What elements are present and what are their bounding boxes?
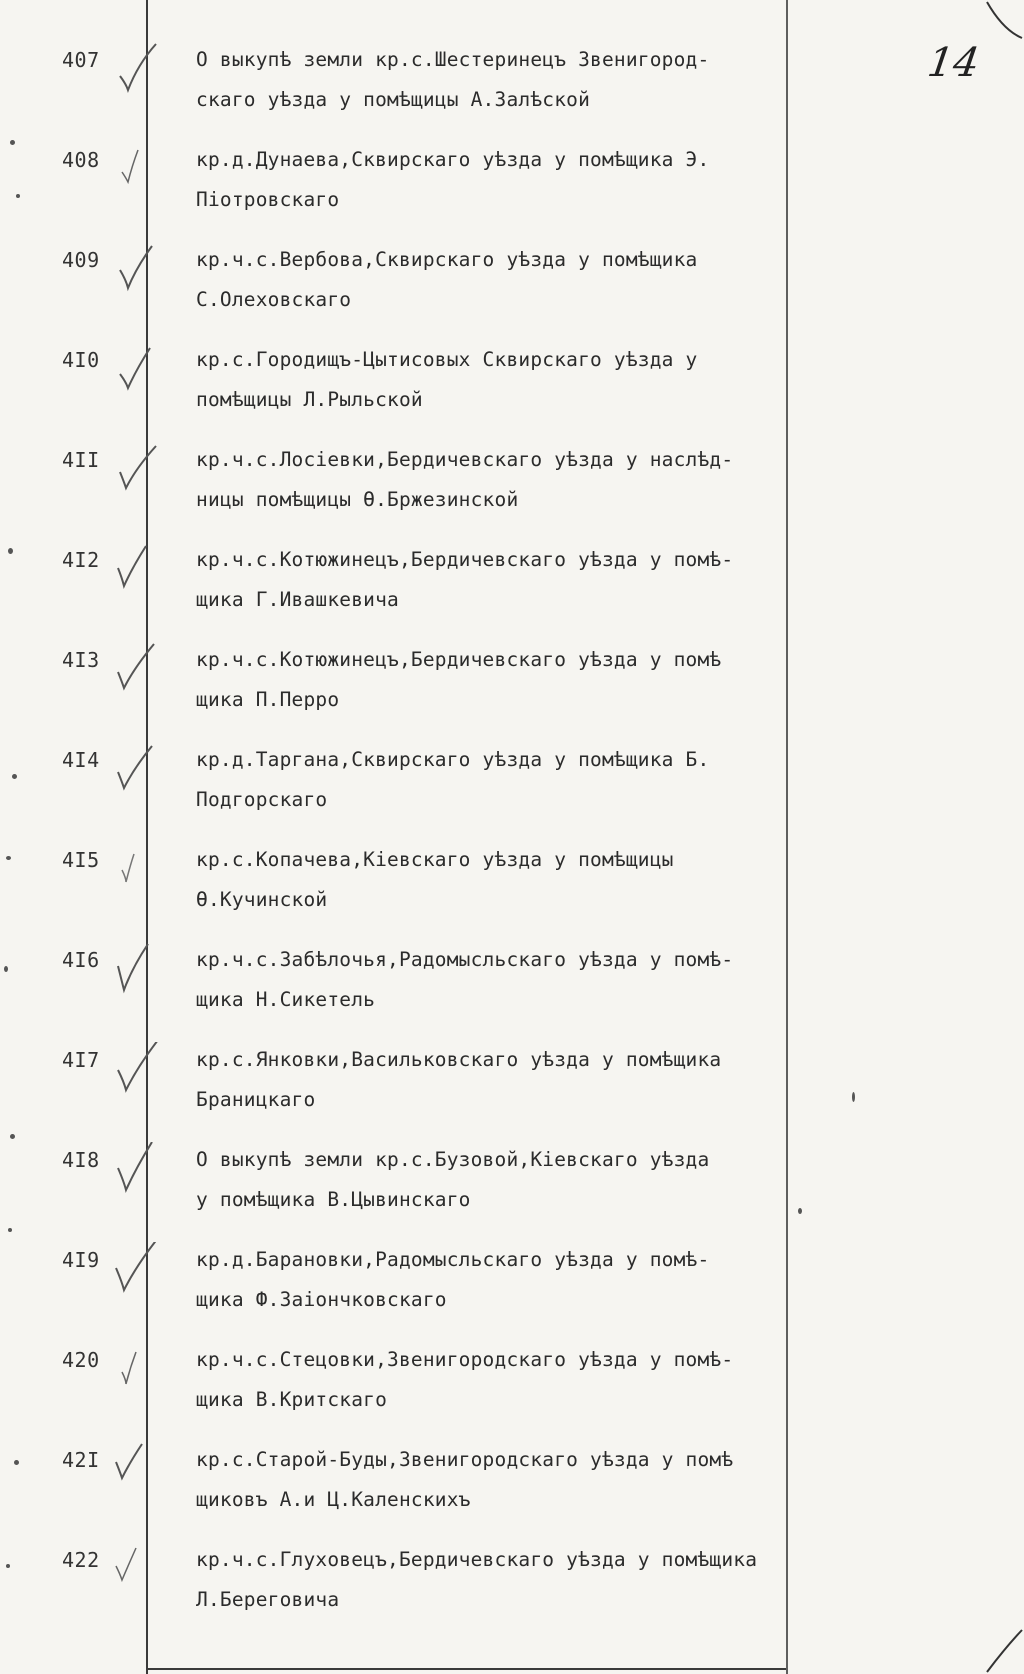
register-entry [0,748,1024,840]
checkmark-icon [112,142,162,194]
checkmark-icon [112,642,162,694]
entry-number: 4II [62,448,100,472]
entry-line-2: С.Олеховскаго [196,288,352,311]
entry-number: 4I2 [62,548,100,572]
register-entry [0,448,1024,540]
checkmark-icon [112,442,162,494]
entry-line-1: кр.д.Барановки,Радомысльскаго уѣзда у помѣ- [196,1248,710,1271]
entry-number: 409 [62,248,100,272]
entry-line-1: кр.с.Янковки,Васильковскаго уѣзда у помѣщика [196,1048,722,1071]
entry-number: 4I5 [62,848,100,872]
entry-line-2: Л.Береговича [196,1588,340,1611]
checkmark-icon [112,942,162,994]
margin-speck [10,140,15,145]
entry-line-2: щика Ф.Заіончковскаго [196,1288,447,1311]
entry-line-1: кр.ч.с.Забѣлочья,Радомысльскаго уѣзда у помѣ- [196,948,734,971]
entry-number: 407 [62,48,100,72]
entry-number: 42I [62,1448,100,1472]
register-entry [0,248,1024,340]
register-entry [0,1348,1024,1440]
register-entry [0,1248,1024,1340]
checkmark-icon [112,842,162,894]
entry-line-2: щика П.Перро [196,688,340,711]
entry-line-2: ницы помѣщицы Ѳ.Бржезинской [196,488,519,511]
checkmark-icon [112,342,162,394]
entry-line-2: помѣщицы Л.Рыльской [196,388,423,411]
entry-line-1: кр.ч.с.Котюжинецъ,Бердичевскаго уѣзда у помѣ- [196,548,734,571]
entry-line-2: щика В.Критскаго [196,1388,388,1411]
entry-line-2: Подгорскаго [196,788,328,811]
entry-number: 4I8 [62,1148,100,1172]
checkmark-icon [112,742,162,794]
entry-line-1: кр.с.Городищъ-Цытисовых Сквирскаго уѣзда у [196,348,698,371]
entry-line-1: кр.ч.с.Стецовки,Звенигородскаго уѣзда у помѣ- [196,1348,734,1371]
entry-number: 4I0 [62,348,100,372]
checkmark-icon [112,1142,162,1194]
entry-number: 420 [62,1348,100,1372]
entry-number: 4I9 [62,1248,100,1272]
checkmark-icon [112,1542,162,1594]
register-entry [0,548,1024,640]
register-entry [0,148,1024,240]
register-entry [0,848,1024,940]
register-entry [0,1048,1024,1140]
register-entry [0,1148,1024,1240]
entry-number: 408 [62,148,100,172]
entry-line-2: Ѳ.Кучинской [196,888,328,911]
register-entry [0,648,1024,740]
entry-number: 4I6 [62,948,100,972]
checkmark-icon [112,542,162,594]
register-entry [0,348,1024,440]
entry-line-1: кр.д.Таргана,Сквирскаго уѣзда у помѣщика Б. [196,748,710,771]
register-entry [0,1448,1024,1540]
entry-number: 4I3 [62,648,100,672]
checkmark-icon [112,1442,162,1494]
entry-line-1: кр.с.Старой-Буды,Звенигородскаго уѣзда у помѣ [196,1448,734,1471]
entry-line-2: у помѣщика В.Цывинскаго [196,1188,471,1211]
entry-line-1: кр.ч.с.Лосіевки,Бердичевскаго уѣзда у наслѣд- [196,448,734,471]
entry-line-2: Браницкаго [196,1088,316,1111]
register-entry [0,48,1024,140]
checkmark-icon [112,1342,162,1394]
checkmark-icon [112,1242,162,1294]
entry-line-1: кр.д.Дунаева,Сквирскаго уѣзда у помѣщика Э. [196,148,710,171]
entry-line-1: кр.ч.с.Котюжинецъ,Бердичевскаго уѣзда у помѣ [196,648,722,671]
entry-line-1: кр.с.Копачева,Кіевскаго уѣзда у помѣщицы [196,848,674,871]
entry-number: 4I7 [62,1048,100,1072]
entry-line-2: щика Г.Ивашкевича [196,588,399,611]
top-right-corner-mark [985,0,1024,40]
checkmark-icon [112,42,162,94]
entry-line-2: Піотровскаго [196,188,340,211]
entry-number: 422 [62,1548,100,1572]
register-entry [0,948,1024,1040]
entry-line-1: кр.ч.с.Глуховецъ,Бердичевскаго уѣзда у помѣщика [196,1548,758,1571]
entry-number: 4I4 [62,748,100,772]
checkmark-icon [112,1042,162,1094]
entry-line-2: щиковъ А.и Ц.Каленскихъ [196,1488,471,1511]
bottom-rule [146,1668,786,1670]
entry-line-1: кр.ч.с.Вербова,Сквирскаго уѣзда у помѣщика [196,248,698,271]
page-number: 14 [924,40,983,86]
checkmark-icon [112,242,162,294]
entry-line-2: скаго уѣзда у помѣщицы А.Залѣской [196,88,591,111]
entry-line-1: О выкупѣ земли кр.с.Бузовой,Кіевскаго уѣзда [196,1148,710,1171]
entry-line-1: О выкупѣ земли кр.с.Шестеринецъ Звенигород- [196,48,710,71]
entry-line-2: щика Н.Сикетель [196,988,376,1011]
register-entry [0,1548,1024,1640]
